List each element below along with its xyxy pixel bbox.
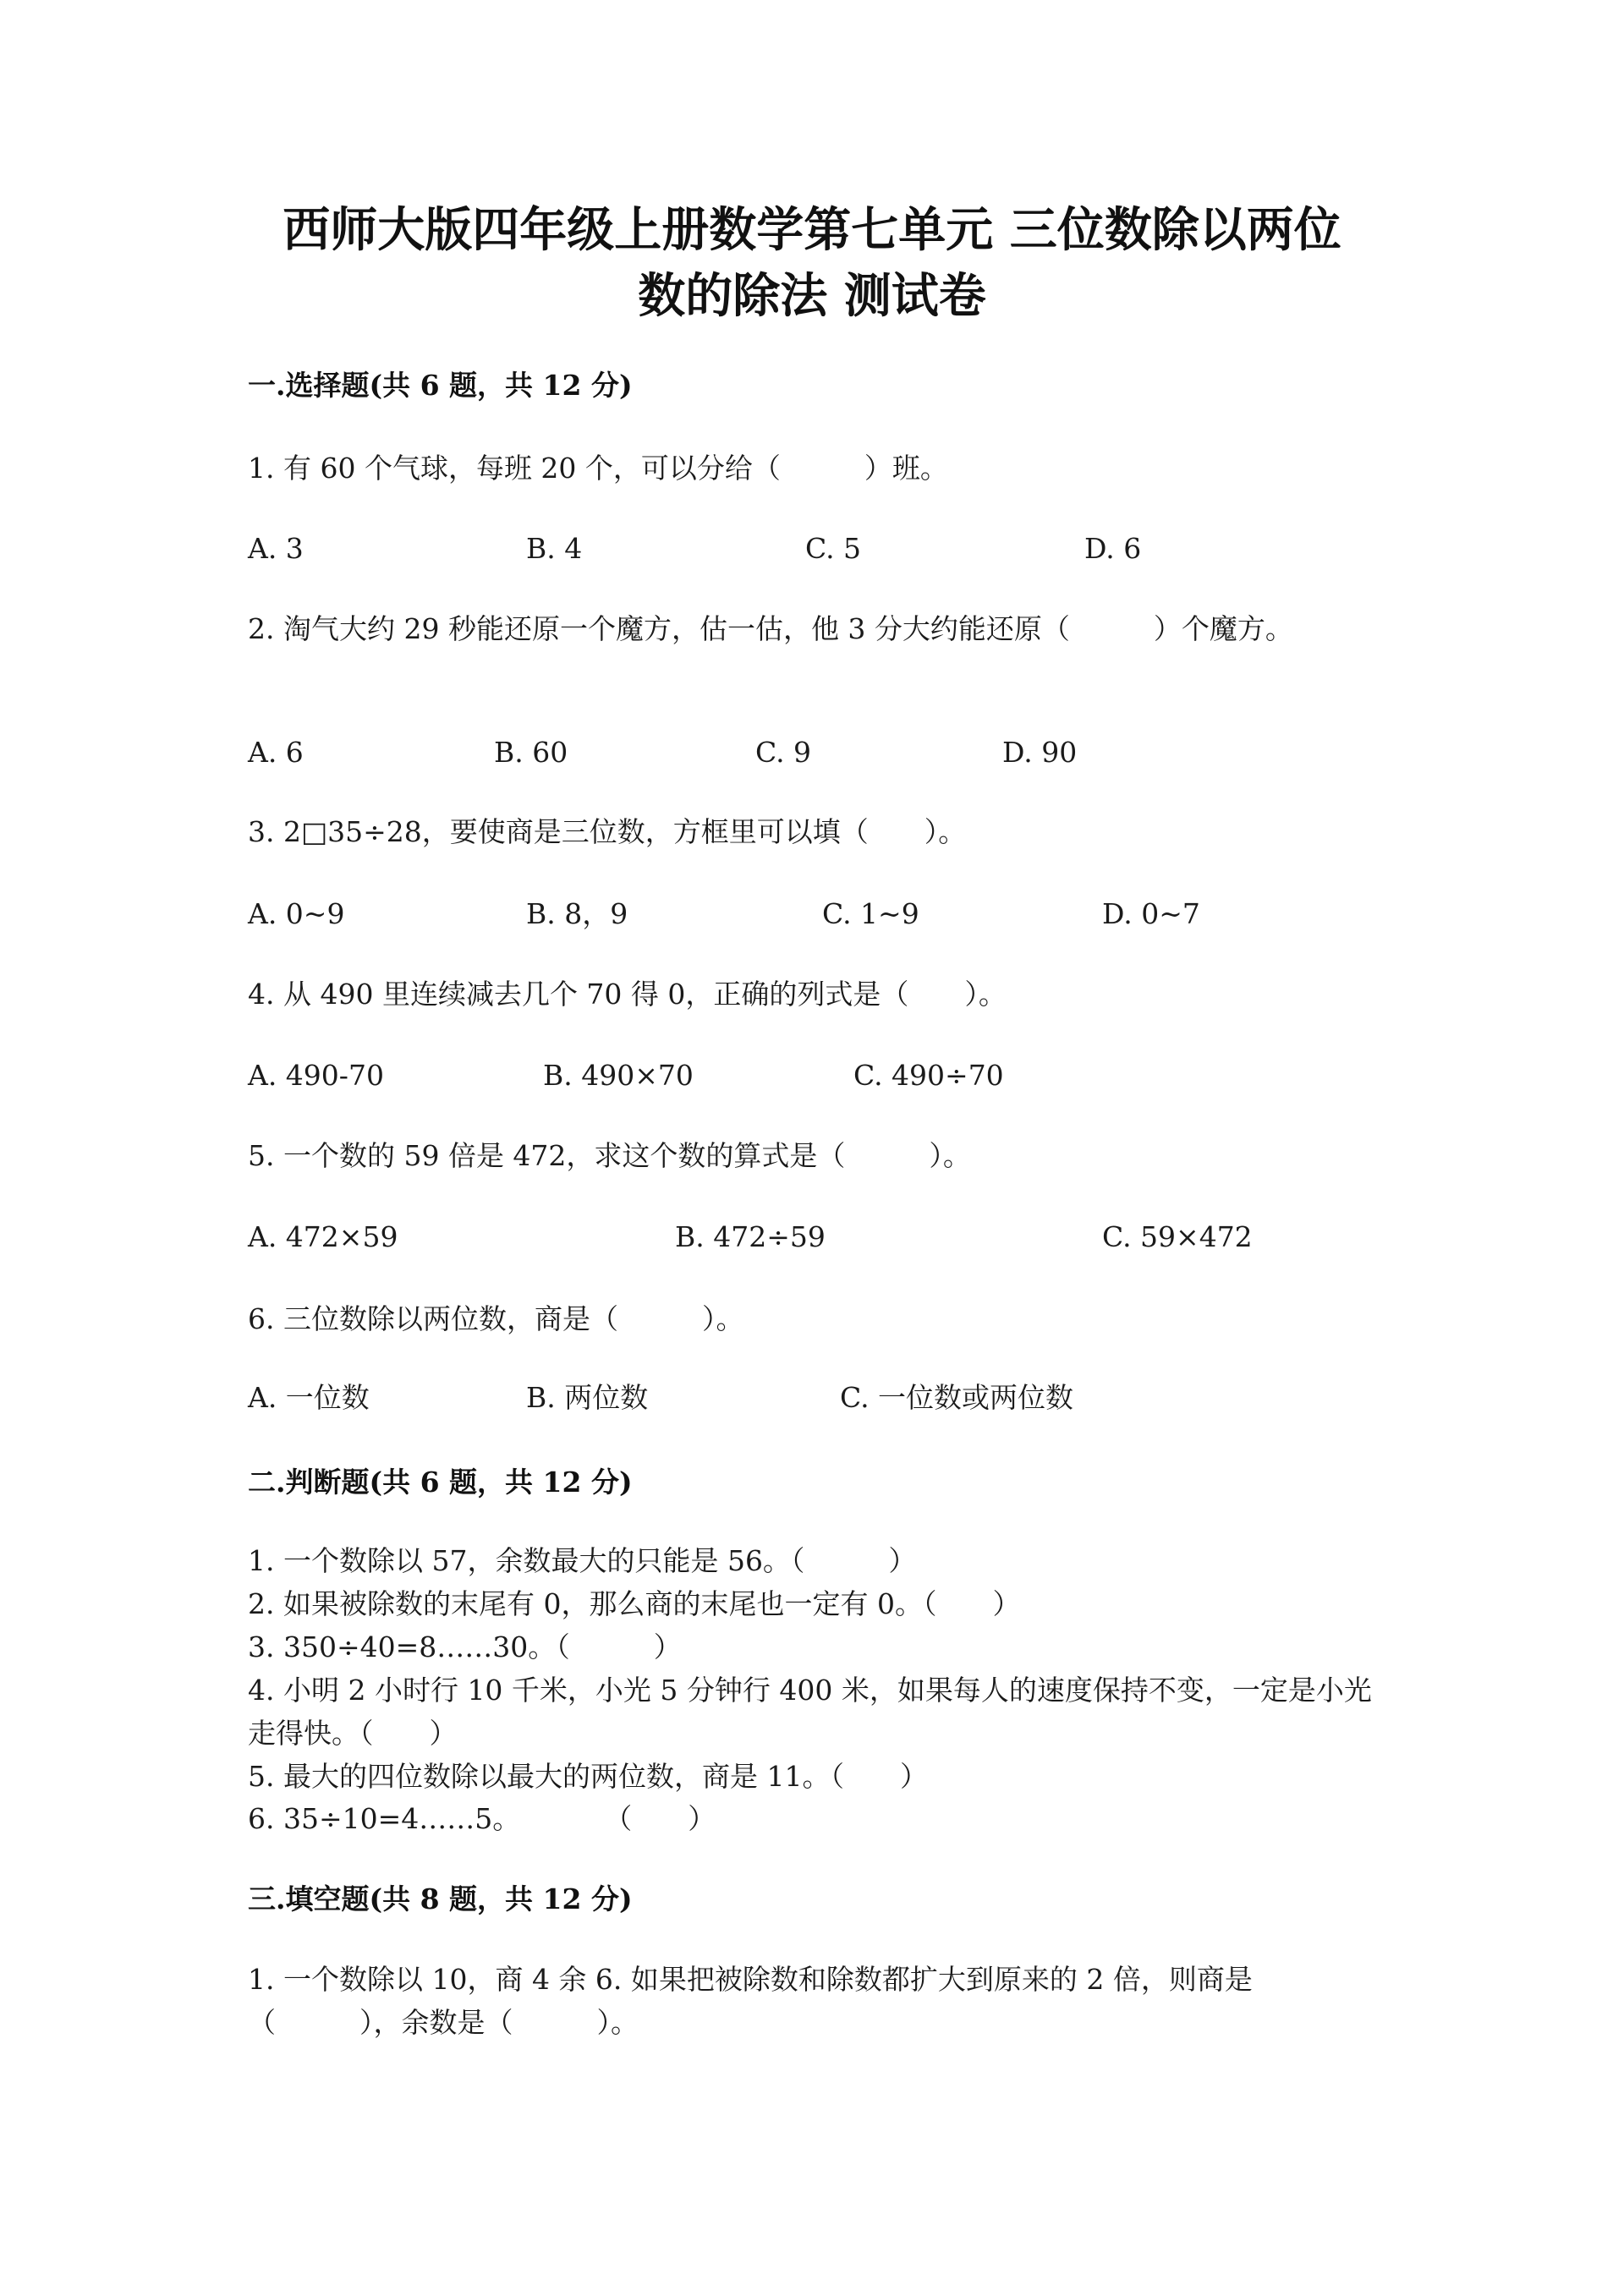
option-d: D. 6 [1084,532,1142,565]
option-d: D. 90 [1002,736,1078,769]
section-heading-judgment: 二.判断题(共 6 题，共 12 分) [248,1466,633,1499]
choice-question-6: 6. 三位数除以两位数，商是（ ）。 [248,1302,744,1335]
judgment-statement-5: 5. 最大的四位数除以最大的两位数，商是 11。（ ） [248,1760,928,1793]
option-c: C. 一位数或两位数 [840,1381,1074,1414]
option-c: C. 5 [805,532,862,565]
option-b: B. 4 [526,532,583,565]
judgment-statement-3: 3. 350÷40=8……30。（ ） [248,1630,682,1663]
option-b: B. 472÷59 [675,1220,826,1253]
option-c: C. 9 [755,736,812,769]
fill-in-question-1: 1. 一个数除以 10，商 4 余 6. 如果把被除数和除数都扩大到原来的 2 倍，则商是（ ），余数是（ ）。 [248,1963,1253,2039]
option-a: A. 一位数 [248,1381,370,1414]
choice-question-5: 5. 一个数的 59 倍是 472，求这个数的算式是（ ）。 [248,1139,971,1172]
option-c: C. 490÷70 [853,1059,1004,1092]
option-a: A. 472×59 [248,1220,398,1253]
judgment-statement-6: 6. 35÷10=4……5。 （ ） [248,1802,716,1835]
option-a: A. 6 [248,736,304,769]
judgment-statement-1: 1. 一个数除以 57，余数最大的只能是 56。（ ） [248,1544,917,1577]
choice-question-3: 3. 2□35÷28，要使商是三位数，方框里可以填（ ）。 [248,815,967,848]
judgment-statement-4: 4. 小明 2 小时行 10 千米，小光 5 分钟行 400 米，如果每人的速度保持不变，一定是小光走得快。（ ） [248,1674,1372,1750]
title-line-2: 数的除法 测试卷 [638,268,986,324]
option-b: B. 两位数 [526,1381,649,1414]
option-b: B. 8，9 [526,897,628,930]
section-heading-fill-in: 三.填空题(共 8 题，共 12 分) [248,1882,633,1915]
choice-question-2: 2. 淘气大约 29 秒能还原一个魔方，估一估，他 3 分大约能还原（ ）个魔方。 [248,612,1293,645]
section-heading-choice: 一.选择题(共 6 题，共 12 分) [248,369,633,402]
judgment-statement-2: 2. 如果被除数的末尾有 0，那么商的末尾也一定有 0。（ ） [248,1587,1021,1620]
option-c: C. 1~9 [822,897,919,930]
choice-question-4: 4. 从 490 里连续减去几个 70 得 0，正确的列式是（ ）。 [248,978,1007,1011]
title-line-1: 西师大版四年级上册数学第七单元 三位数除以两位 [283,202,1341,258]
option-b: B. 490×70 [543,1059,694,1092]
option-b: B. 60 [494,736,568,769]
option-c: C. 59×472 [1102,1220,1253,1253]
option-a: A. 0~9 [248,897,345,930]
choice-question-1: 1. 有 60 个气球，每班 20 个，可以分给（ ）班。 [248,452,948,485]
option-d: D. 0~7 [1102,897,1200,930]
option-a: A. 3 [248,532,304,565]
option-a: A. 490-70 [248,1059,384,1092]
